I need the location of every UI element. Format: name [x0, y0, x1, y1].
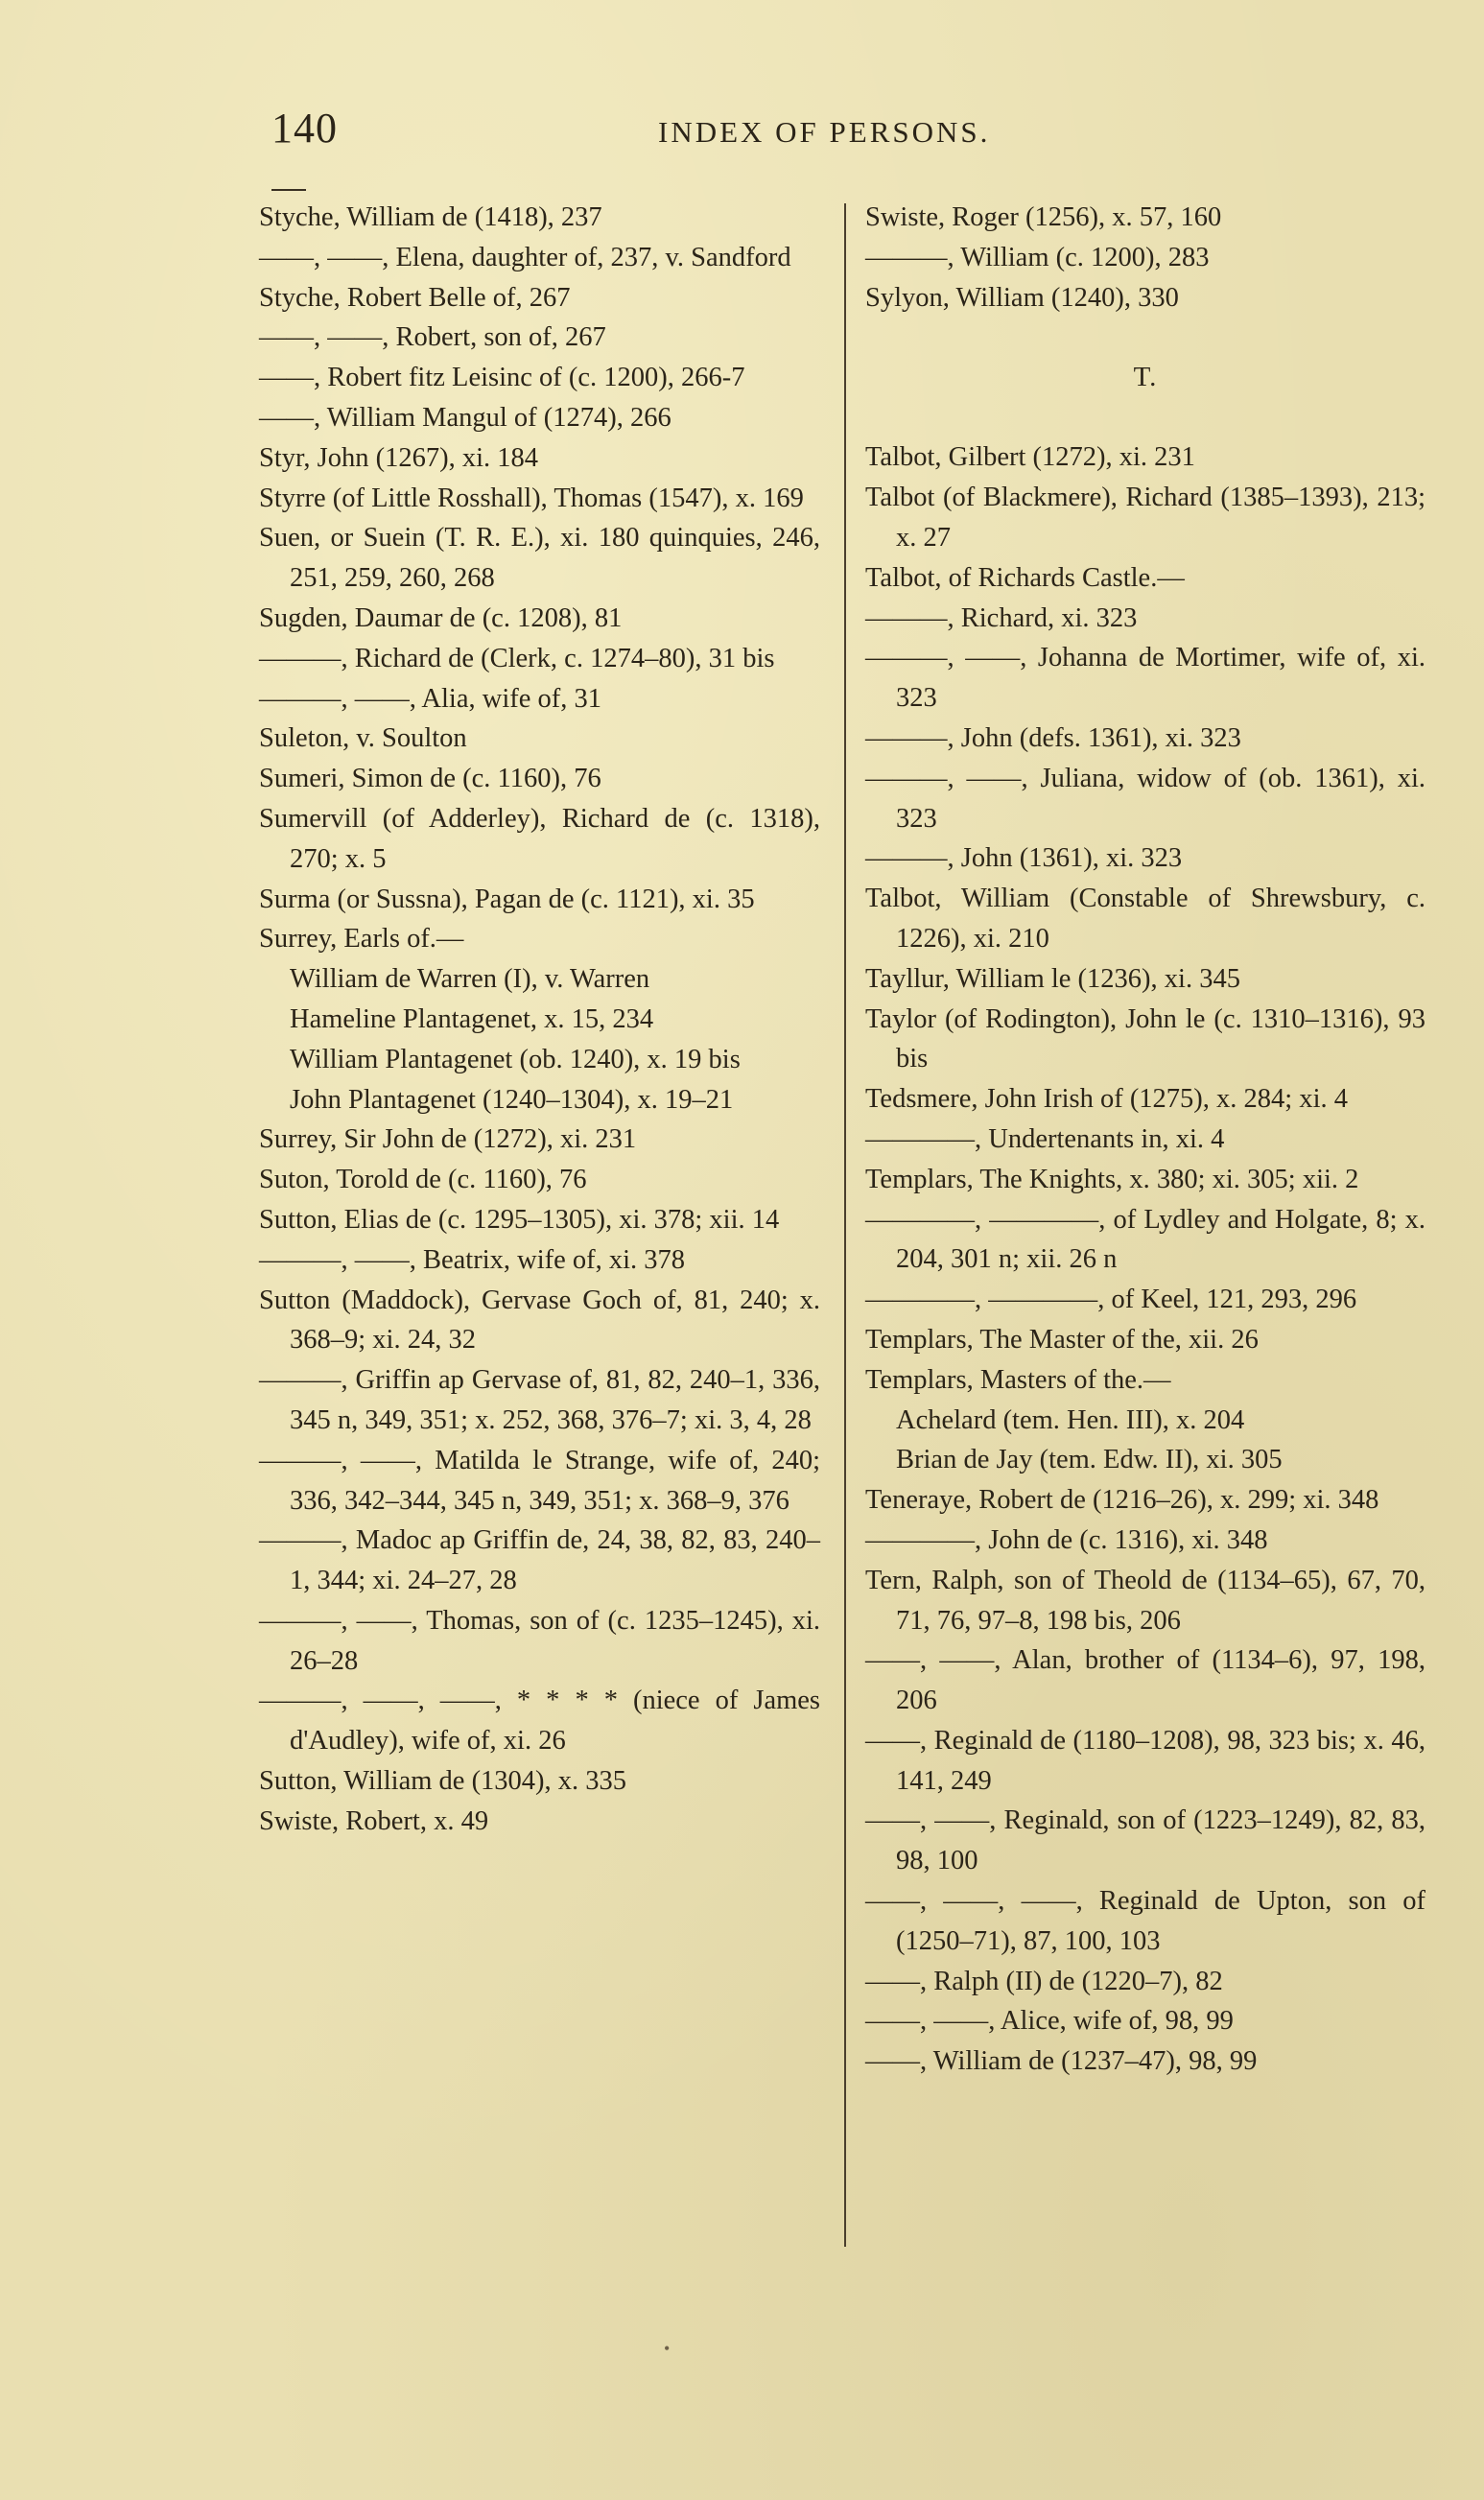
index-entry: Suton, Torold de (c. 1160), 76 [259, 1165, 587, 1195]
index-entry: Surrey, Sir John de (1272), xi. 231 [259, 1124, 637, 1155]
index-subentry: William de Warren (I), v. Warren [290, 964, 650, 995]
index-subentry: Achelard (tem. Hen. III), x. 204 [896, 1404, 1245, 1435]
index-entry: Tern, Ralph, son of Theold de (1134–65), 67, 70, 71, 76, 97–8, 198 bis, 206 [865, 1565, 1425, 1636]
index-entry: Templars, The Master of the, xii. 26 [865, 1324, 1259, 1355]
index-subentry: Brian de Jay (tem. Edw. II), xi. 305 [896, 1445, 1283, 1475]
index-entry: Talbot, of Richards Castle.— [865, 562, 1185, 593]
index-entry: Styche, Robert Belle of, 267 [259, 282, 571, 313]
footer-mark: • [664, 2339, 671, 2358]
index-entry: Sylyon, William (1240), 330 [865, 282, 1179, 313]
index-entry: Taylor (of Rodington), John le (c. 1310–1316), 93 bis [865, 1003, 1425, 1074]
index-entry: ———, ——, Juliana, widow of (ob. 1361), xi. 323 [865, 763, 1425, 834]
index-entry: Teneraye, Robert de (1216–26), x. 299; xi. 348 [865, 1485, 1379, 1516]
index-entry: ——, ——, Alice, wife of, 98, 99 [865, 2006, 1234, 2037]
left-column [259, 198, 820, 1842]
index-entry: ———, Griffin ap Gervase of, 81, 82, 240–1, 336, 345 n, 349, 351; x. 252, 368, 376–7; xi. 3, 4, 28 [259, 1365, 820, 1435]
index-entry: ———, John (defs. 1361), xi. 323 [865, 722, 1241, 753]
index-entry: Tayllur, William le (1236), xi. 345 [865, 963, 1240, 994]
index-entry: ————, ————, of Keel, 121, 293, 296 [865, 1285, 1357, 1315]
top-rule [271, 189, 306, 191]
index-entry: ——, William de (1237–47), 98, 99 [865, 2046, 1258, 2077]
index-entry: ——, ——, ——, Reginald de Upton, son of (1250–71), 87, 100, 103 [865, 1886, 1425, 1956]
index-entry: ———, Richard, xi. 323 [865, 602, 1138, 633]
index-entry: ———, ——, Alia, wife of, 31 [259, 683, 602, 714]
index-entry: Templars, Masters of the.— [865, 1364, 1171, 1395]
index-entry: ———, Richard de (Clerk, c. 1274–80), 31 bis [259, 643, 775, 673]
index-entry: Suleton, v. Soulton [259, 723, 467, 754]
index-entry: ———, John (1361), xi. 323 [865, 843, 1183, 874]
index-entry: ——, ——, Alan, brother of (1134–6), 97, 198, 206 [865, 1645, 1425, 1716]
index-entry: ————, John de (c. 1316), xi. 348 [865, 1524, 1268, 1555]
index-entry: Talbot, Gilbert (1272), xi. 231 [865, 442, 1195, 473]
index-entry: Talbot (of Blackmere), Richard (1385–1393), 213; x. 27 [865, 483, 1425, 553]
index-entry: Sutton (Maddock), Gervase Goch of, 81, 240; x. 368–9; xi. 24, 32 [259, 1285, 820, 1356]
index-subentry: John Plantagenet (1240–1304), x. 19–21 [290, 1084, 734, 1115]
section-letter: T. [1133, 362, 1158, 393]
index-entry: Sutton, William de (1304), x. 335 [259, 1766, 627, 1797]
index-entry: Styr, John (1267), xi. 184 [259, 442, 538, 473]
index-entry: ————, ————, of Lydley and Holgate, 8; x. 204, 301 n; xii. 26 n [865, 1204, 1425, 1275]
index-entry: Talbot, William (Constable of Shrewsbury, c. 1226), xi. 210 [865, 884, 1425, 954]
running-title: INDEX OF PERSONS. [658, 115, 991, 149]
index-entry: Sugden, Daumar de (c. 1208), 81 [259, 602, 623, 633]
index-entry: ———, ——, Thomas, son of (c. 1235–1245), xi. 26–28 [259, 1605, 820, 1676]
index-entry: ——, William Mangul of (1274), 266 [259, 402, 671, 433]
index-entry: ———, Madoc ap Griffin de, 24, 38, 82, 83, 240–1, 344; xi. 24–27, 28 [259, 1525, 820, 1596]
index-entry: Sutton, Elias de (c. 1295–1305), xi. 378; xii. 14 [259, 1204, 780, 1235]
index-entry: Styche, William de (1418), 237 [259, 202, 602, 232]
index-entry: Sumervill (of Adderley), Richard de (c. 1318), 270; x. 5 [259, 803, 820, 874]
index-entry: Suen, or Suein (T. R. E.), xi. 180 quinquies, 246, 251, 259, 260, 268 [259, 523, 820, 594]
index-entry: ———, ——, Johanna de Mortimer, wife of, xi. 323 [865, 643, 1425, 714]
index-entry: Sumeri, Simon de (c. 1160), 76 [259, 764, 601, 794]
index-subentry: Hameline Plantagenet, x. 15, 234 [290, 1003, 654, 1034]
index-entry: Surma (or Sussna), Pagan de (c. 1121), xi. 35 [259, 884, 755, 914]
index-entry: ——, Ralph (II) de (1220–7), 82 [865, 1966, 1223, 1996]
index-entry: ——, ——, Robert, son of, 267 [259, 322, 606, 353]
index-entry: ———, ——, ——, * * * * (niece of James d'Audley), wife of, xi. 26 [259, 1686, 820, 1757]
column-divider [844, 203, 846, 2247]
index-entry: ——, ——, Elena, daughter of, 237, v. Sandford [259, 242, 791, 272]
index-entry: Surrey, Earls of.— [259, 924, 464, 955]
right-column [865, 198, 1425, 2082]
index-entry: ——, Robert fitz Leisinc of (c. 1200), 266-7 [259, 363, 745, 393]
index-entry: ———, ——, Matilda le Strange, wife of, 240; 336, 342–344, 345 n, 349, 351; x. 368–9, 376 [259, 1445, 820, 1516]
index-entry: Swiste, Robert, x. 49 [259, 1805, 489, 1836]
index-entry: Tedsmere, John Irish of (1275), x. 284; xi. 4 [865, 1084, 1349, 1115]
index-entry: ———, William (c. 1200), 283 [865, 242, 1210, 272]
index-subentry: William Plantagenet (ob. 1240), x. 19 bis [290, 1044, 741, 1074]
index-entry: Templars, The Knights, x. 380; xi. 305; xii. 2 [865, 1164, 1359, 1194]
index-entry: Swiste, Roger (1256), x. 57, 160 [865, 202, 1222, 232]
page-number: 140 [271, 105, 338, 152]
index-entry: ——, ——, Reginald, son of (1223–1249), 82, 83, 98, 100 [865, 1805, 1425, 1876]
index-entry: ————, Undertenants in, xi. 4 [865, 1123, 1225, 1154]
index-entry: Styrre (of Little Rosshall), Thomas (1547), x. 169 [259, 483, 804, 513]
index-entry: ———, ——, Beatrix, wife of, xi. 378 [259, 1244, 686, 1275]
index-entry: ——, Reginald de (1180–1208), 98, 323 bis; x. 46, 141, 249 [865, 1725, 1425, 1796]
